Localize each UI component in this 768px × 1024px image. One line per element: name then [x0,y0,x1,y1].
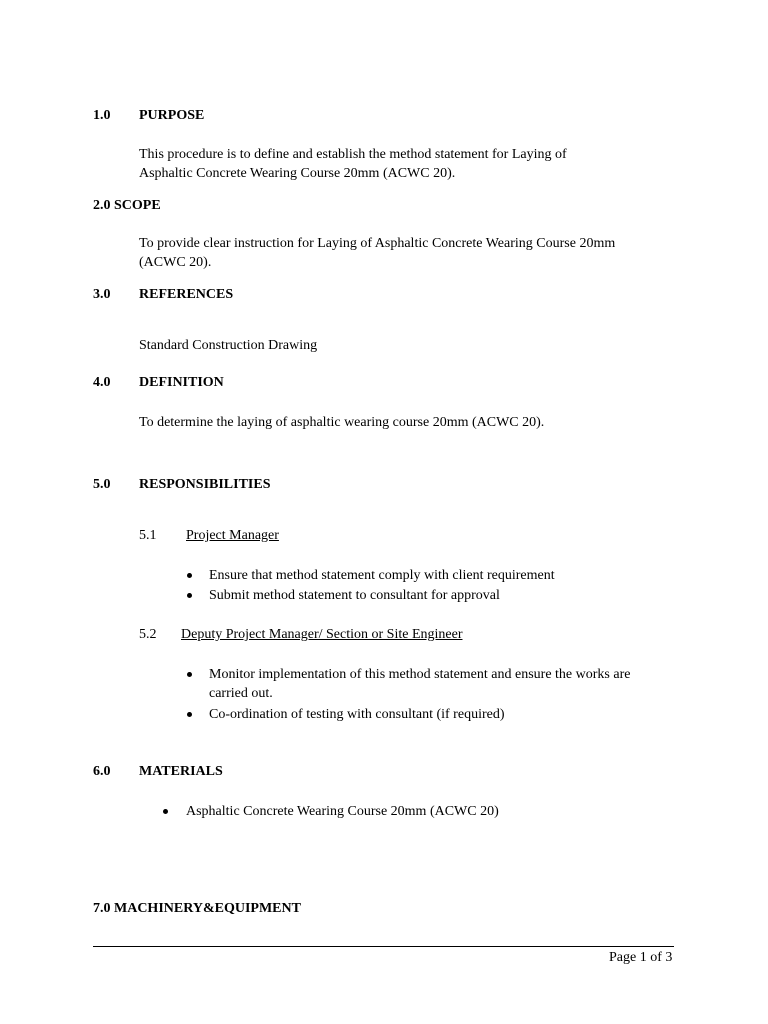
section-number-references: 3.0 [93,287,111,302]
section-heading-machinery: 7.0 MACHINERY&EQUIPMENT [93,901,301,916]
purpose-text-line-2: Asphaltic Concrete Wearing Course 20mm (ACWC 20). [139,166,456,181]
subsection-title-project-manager: Project Manager [186,528,279,543]
section-number: 1.0 [93,108,111,123]
subsection-number-5-2: 5.2 [139,627,157,642]
bullet-icon [187,712,192,717]
section-heading-purpose [93,106,111,125]
list-item: Submit method statement to consultant for approval [209,588,500,603]
bullet-icon [187,573,192,578]
list-item-line-1: Monitor implementation of this method statement and ensure the works are [209,667,631,682]
list-item: Ensure that method statement comply with client requirement [209,568,555,583]
section-title-purpose: PURPOSE [139,108,205,123]
subsection-number-5-1: 5.1 [139,528,157,543]
bullet-icon [187,672,192,677]
list-item: Asphaltic Concrete Wearing Course 20mm (ACWC 20) [186,804,499,819]
footer-divider [93,946,674,947]
list-item: Co-ordination of testing with consultant (if required) [209,707,505,722]
definition-text: To determine the laying of asphaltic wearing course 20mm (ACWC 20). [139,415,545,430]
bullet-icon [187,593,192,598]
section-number-definition: 4.0 [93,375,111,390]
section-title-definition: DEFINITION [139,375,224,390]
section-number-responsibilities: 5.0 [93,477,111,492]
section-title-responsibilities: RESPONSIBILITIES [139,477,271,492]
section-heading-scope: 2.0 SCOPE [93,198,161,213]
subsection-title-deputy-pm: Deputy Project Manager/ Section or Site Engineer [181,627,463,642]
bullet-icon [163,809,168,814]
section-title-materials: MATERIALS [139,764,223,779]
section-number-materials: 6.0 [93,764,111,779]
page-number: Page 1 of 3 [609,950,673,965]
purpose-text-line-1: This procedure is to define and establish the method statement for Laying of [139,147,567,162]
list-item-line-2: carried out. [209,686,273,701]
scope-text-line-2: (ACWC 20). [139,255,212,270]
scope-text-line-1: To provide clear instruction for Laying of Asphaltic Concrete Wearing Course 20mm [139,236,616,251]
references-text: Standard Construction Drawing [139,338,318,353]
section-title-references: REFERENCES [139,287,234,302]
